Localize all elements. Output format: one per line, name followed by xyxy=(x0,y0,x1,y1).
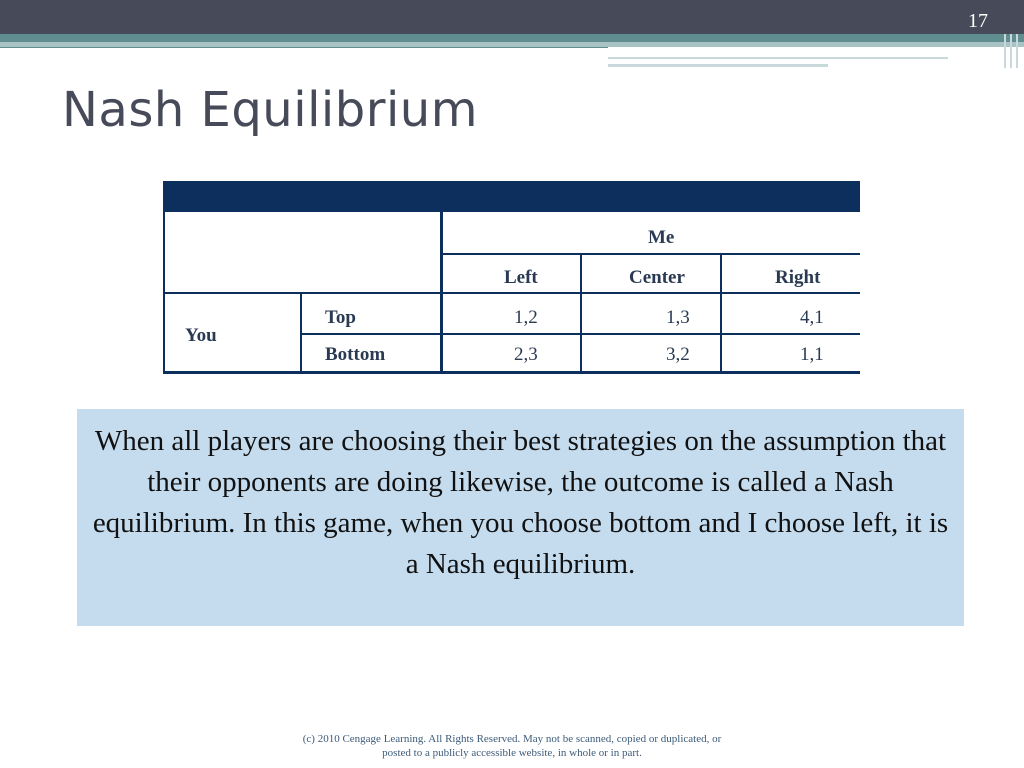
row-player-label: You xyxy=(185,325,217,346)
payoff-table xyxy=(163,181,860,374)
table-header-bar xyxy=(163,181,860,212)
column-header-left: Left xyxy=(504,267,538,288)
payoff-cell: 4,1 xyxy=(800,307,824,328)
table-border xyxy=(163,371,860,374)
payoff-cell: 3,2 xyxy=(666,344,690,365)
header-deco-line xyxy=(1004,34,1006,68)
column-header-center: Center xyxy=(629,267,685,288)
table-border xyxy=(580,253,582,374)
header-bar xyxy=(0,0,1024,34)
slide-title: Nash Equilibrium xyxy=(62,82,478,138)
payoff-cell: 2,3 xyxy=(514,344,538,365)
definition-text: When all players are choosing their best strategies on the assumption that their opponents are doing likewise, the outcome is called a Nash equilibrium. In this game, when you choose bottom and I choose left, it is a Nash equilibrium. xyxy=(92,425,949,580)
table-border xyxy=(441,253,860,255)
copyright-footer xyxy=(0,732,1024,760)
footer-line: posted to a publicly accessible website, in whole or in part. xyxy=(382,747,642,759)
table-border xyxy=(300,333,860,335)
header-deco-line xyxy=(1016,34,1018,68)
table-border xyxy=(163,292,860,294)
definition-box xyxy=(77,409,964,626)
slide-number: 17 xyxy=(968,10,988,32)
payoff-cell: 1,2 xyxy=(514,307,538,328)
footer-line: (c) 2010 Cengage Learning. All Rights Reserved. May not be scanned, copied or duplicated, or xyxy=(302,733,722,745)
table-border xyxy=(720,253,722,374)
header-deco-line xyxy=(608,57,948,59)
payoff-cell: 1,3 xyxy=(666,307,690,328)
column-player-label: Me xyxy=(648,227,675,248)
header-deco-line xyxy=(608,64,828,67)
header-deco-line xyxy=(1010,34,1012,68)
row-header-top: Top xyxy=(325,307,356,328)
column-header-right: Right xyxy=(775,267,821,288)
row-header-bottom: Bottom xyxy=(325,344,386,365)
payoff-cell: 1,1 xyxy=(800,344,824,365)
